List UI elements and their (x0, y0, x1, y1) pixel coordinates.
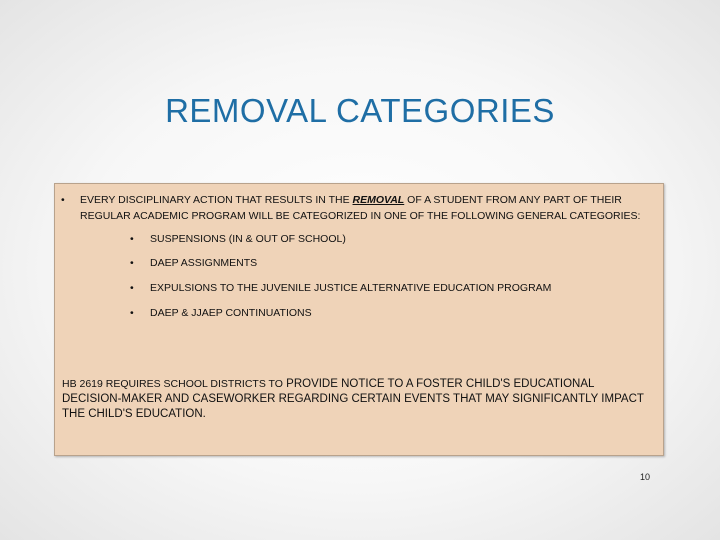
bullet-icon: • (130, 233, 134, 245)
slide-title: REMOVAL CATEGORIES (165, 92, 555, 129)
main-bullet-after: OF A STUDENT FROM ANY PART OF THEIR REGULAR ACADEMIC PROGRAM WILL BE CATEGORIZED IN ONE OF THE FOLLOWING GENERAL CATEGORIES: (80, 194, 641, 222)
note-prefix: HB 2619 REQUIRES SCHOOL DISTRICTS TO (62, 378, 283, 390)
bullet-icon: • (61, 194, 65, 206)
sub-item-label: DAEP & JJAEP CONTINUATIONS (150, 307, 312, 319)
sub-item-suspensions (130, 233, 346, 245)
bullet-icon: • (130, 282, 134, 294)
main-bullet-before: EVERY DISCIPLINARY ACTION THAT RESULTS IN THE (80, 194, 353, 206)
page-number: 10 (640, 472, 651, 482)
content-panel (54, 183, 664, 456)
main-bullet-text (80, 192, 651, 224)
note-rest: PROVIDE NOTICE TO A FOSTER CHILD'S EDUCATIONAL DECISION-MAKER AND CASEWORKER REGARDING CERTAIN EVENTS THAT MAY SIGNIFICANTLY IMPACT THE CHILD'S EDUCATION. (62, 378, 644, 420)
sub-item-label: DAEP ASSIGNMENTS (150, 257, 258, 269)
bullet-icon: • (130, 257, 134, 269)
sub-item-label: SUSPENSIONS (IN & OUT OF SCHOOL) (150, 233, 346, 245)
sub-item-label: EXPULSIONS TO THE JUVENILE JUSTICE ALTERNATIVE EDUCATION PROGRAM (150, 282, 552, 294)
hb-2619-note (62, 377, 652, 422)
sub-item-daep-assignments (130, 257, 257, 269)
sub-item-continuations (130, 307, 312, 319)
main-bullet (61, 192, 651, 224)
removal-emphasis: REMOVAL (352, 194, 405, 206)
sub-item-expulsions (130, 282, 551, 294)
bullet-icon: • (130, 307, 134, 319)
